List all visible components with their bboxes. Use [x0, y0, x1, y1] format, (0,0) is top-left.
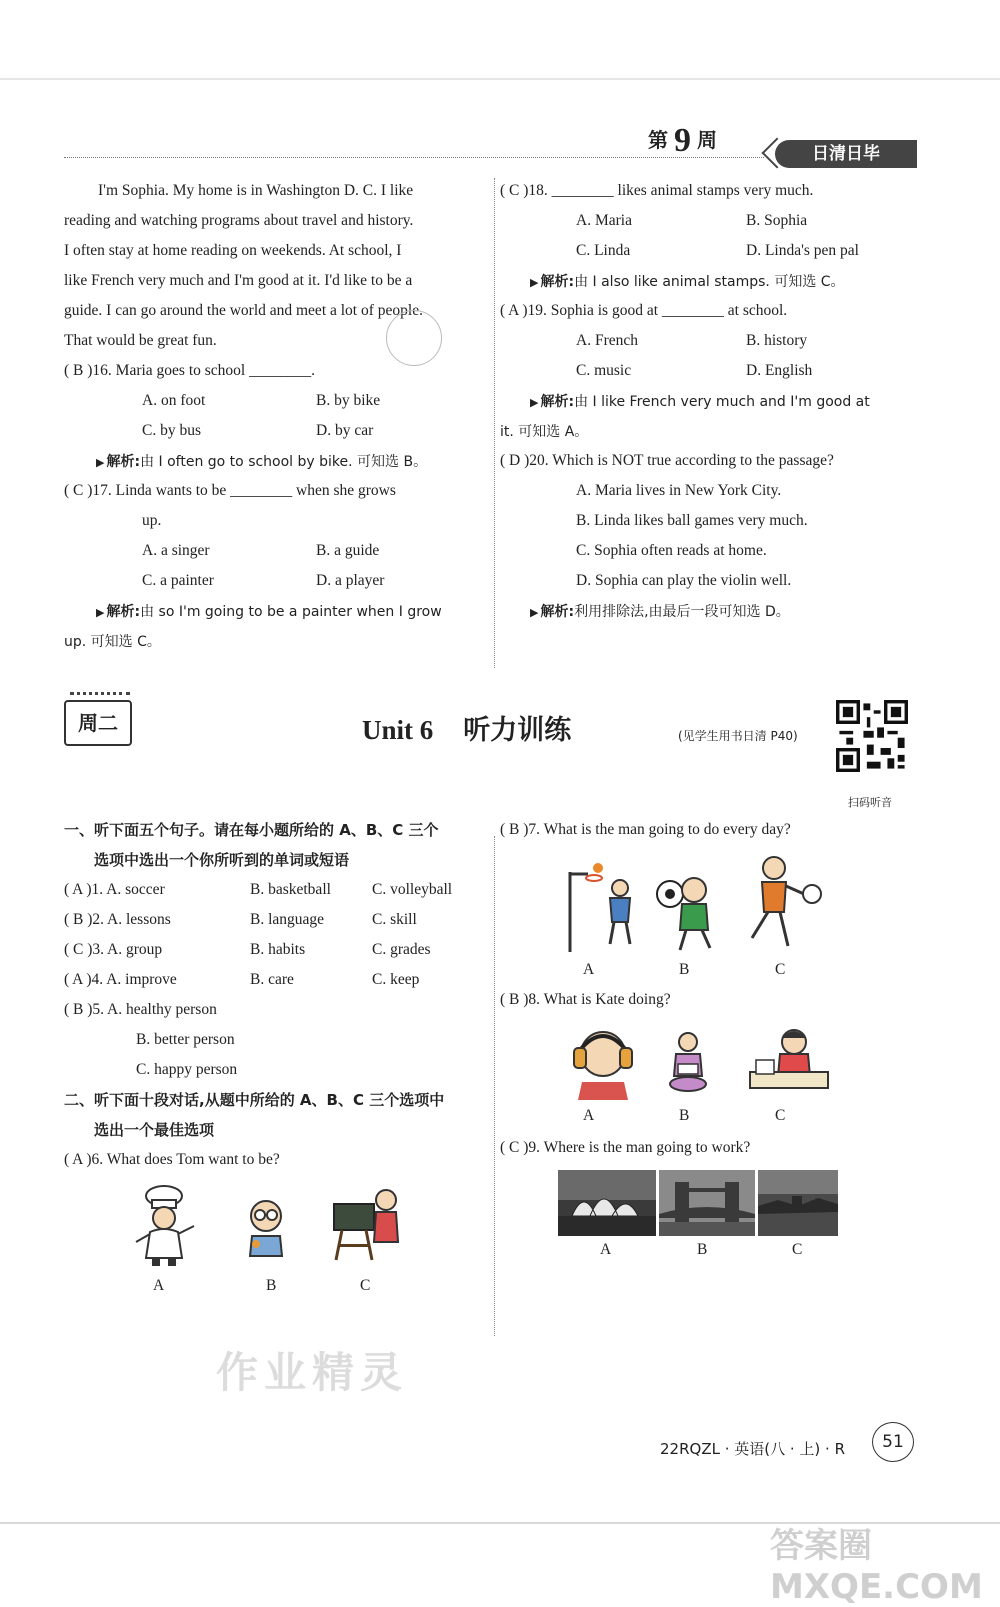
chef-picture-icon	[130, 1182, 202, 1268]
q20-option-b: B. Linda likes ball games very much.	[576, 512, 808, 529]
footer-code: 22RQZL · 英语(八 · 上) · R	[660, 1440, 845, 1458]
part2-heading-cont: 选出一个最佳选项	[94, 1121, 215, 1139]
q17-option-d: D. a player	[316, 572, 385, 589]
volleyball-picture-icon	[738, 854, 824, 954]
q17-analysis	[96, 602, 442, 623]
q19-analysis-cont: it. 可知选 A。	[500, 424, 589, 440]
week-suffix: 周	[697, 128, 717, 152]
analysis-label: 解析:	[540, 604, 575, 620]
q8-label-c: C	[775, 1107, 786, 1124]
unit-topic: 听力训练	[463, 715, 572, 746]
reading-girl-picture-icon	[666, 1030, 710, 1094]
see-reference: (见学生用书日清 P40)	[678, 729, 798, 743]
q16-analysis	[96, 452, 427, 473]
q7-stem: ( B )7. What is the man going to do every day?	[500, 821, 791, 838]
q4-option-b: B. care	[250, 971, 294, 988]
scientist-picture-icon	[238, 1196, 294, 1262]
q17-stem-cont: up.	[142, 512, 162, 529]
q1-option-b: B. basketball	[250, 881, 331, 898]
corner-watermark: 答案圈 MXQE.COM	[770, 1526, 983, 1607]
q16-option-a: A. on foot	[142, 392, 206, 409]
q18-option-d: D. Linda's pen pal	[746, 242, 859, 259]
q3-option-c: C. grades	[372, 941, 431, 958]
basketball-picture-icon	[566, 862, 642, 954]
q7-label-b: B	[679, 961, 690, 978]
q7-label-a: A	[583, 961, 595, 978]
q8-stem: ( B )8. What is Kate doing?	[500, 991, 671, 1008]
q1-option-c: C. volleyball	[372, 881, 453, 898]
passage-line-5: guide. I can go around the world and meet a lot of people.	[64, 302, 423, 319]
passage-line-3: I often stay at home reading on weekends. At school, I	[64, 242, 402, 259]
q8-label-a: A	[583, 1107, 595, 1124]
q6-label-a: A	[153, 1277, 165, 1294]
q17-stem: ( C )17. Linda wants to be ________ when she grows	[64, 482, 396, 499]
analysis-text: 利用排除法,由最后一段可知选 D。	[574, 604, 790, 620]
q6-label-c: C	[360, 1277, 371, 1294]
week-prefix: 第	[648, 128, 668, 152]
analysis-label: 解析:	[540, 274, 575, 290]
analysis-text: 由 I often go to school by bike. 可知选 B。	[140, 454, 428, 470]
q9-label-c: C	[792, 1241, 803, 1258]
q18-option-c: C. Linda	[576, 242, 631, 259]
arrow-icon: ▶	[530, 276, 539, 289]
q20-option-c: C. Sophia often reads at home.	[576, 542, 767, 559]
q18-option-a: A. Maria	[576, 212, 632, 229]
week-number: 9	[674, 122, 691, 159]
q8-label-b: B	[679, 1107, 690, 1124]
analysis-label: 解析:	[106, 604, 141, 620]
header-dotted-rule	[64, 157, 764, 158]
q19-option-b: B. history	[746, 332, 808, 349]
q17-option-b: B. a guide	[316, 542, 380, 559]
passage-line-4: like French very much and I'm good at it. I'd like to be a	[64, 272, 413, 289]
passage-line-1: I'm Sophia. My home is in Washington D. C. I like	[98, 182, 414, 199]
q19-option-c: C. music	[576, 362, 632, 379]
q9-label-a: A	[600, 1241, 612, 1258]
q4-option-a: ( A )4. A. improve	[64, 971, 177, 988]
q19-analysis	[530, 392, 870, 413]
arrow-icon: ▶	[96, 606, 105, 619]
q16-option-c: C. by bus	[142, 422, 201, 439]
q18-option-b: B. Sophia	[746, 212, 808, 229]
watermark: 作业精灵	[216, 1348, 409, 1397]
q7-label-c: C	[775, 961, 786, 978]
q9-stem: ( C )9. Where is the man going to work?	[500, 1139, 751, 1156]
drawing-girl-picture-icon	[746, 1026, 832, 1096]
q2-option-b: B. language	[250, 911, 325, 928]
q5-option-b: B. better person	[136, 1031, 235, 1048]
scan-caption: 扫码听音	[848, 796, 892, 809]
q4-option-c: C. keep	[372, 971, 420, 988]
qr-code-icon[interactable]	[836, 700, 908, 772]
q19-option-d: D. English	[746, 362, 813, 379]
headphones-girl-picture-icon	[568, 1020, 638, 1100]
q17-option-a: A. a singer	[142, 542, 210, 559]
q19-option-a: A. French	[576, 332, 638, 349]
q6-stem: ( A )6. What does Tom want to be?	[64, 1151, 280, 1168]
q2-option-c: C. skill	[372, 911, 417, 928]
q16-stem: ( B )16. Maria goes to school ________.	[64, 362, 315, 379]
soccer-picture-icon	[654, 872, 720, 954]
day-label: 周二	[64, 700, 132, 746]
part2-heading: 二、听下面十段对话,从题中所给的 A、B、C 三个选项中	[64, 1091, 445, 1109]
q2-option-a: ( B )2. A. lessons	[64, 911, 171, 928]
arrow-icon: ▶	[96, 456, 105, 469]
q16-option-b: B. by bike	[316, 392, 381, 409]
analysis-text: 由 I also like animal stamps. 可知选 C。	[574, 274, 845, 290]
q3-option-b: B. habits	[250, 941, 306, 958]
q20-analysis	[530, 602, 790, 623]
stamp-icon	[386, 310, 442, 366]
column-divider-top	[494, 178, 495, 668]
q1-option-a: ( A )1. A. soccer	[64, 881, 165, 898]
q5-option-a: ( B )5. A. healthy person	[64, 1001, 217, 1018]
q19-stem: ( A )19. Sophia is good at ________ at school.	[500, 302, 788, 319]
arrow-icon: ▶	[530, 396, 539, 409]
part1-heading: 一、听下面五个句子。请在每小题所给的 A、B、C 三个	[64, 821, 439, 839]
column-divider-bottom	[494, 836, 495, 1336]
passage-line-2: reading and watching programs about travel and history.	[64, 212, 414, 229]
q9-label-b: B	[697, 1241, 708, 1258]
analysis-label: 解析:	[106, 454, 141, 470]
tower-bridge-picture-icon	[659, 1170, 755, 1236]
teacher-picture-icon	[330, 1186, 404, 1264]
q16-option-d: D. by car	[316, 422, 374, 439]
analysis-text: 由 I like French very much and I'm good at	[574, 394, 870, 410]
q17-analysis-cont: up. 可知选 C。	[64, 634, 161, 650]
sydney-opera-house-picture-icon	[558, 1170, 656, 1236]
week-label	[648, 118, 717, 159]
q18-stem: ( C )18. ________ likes animal stamps very much.	[500, 182, 814, 199]
arrow-icon: ▶	[530, 606, 539, 619]
q6-label-b: B	[266, 1277, 277, 1294]
q18-analysis	[530, 272, 845, 293]
q20-stem: ( D )20. Which is NOT true according to the passage?	[500, 452, 834, 469]
q3-option-a: ( C )3. A. group	[64, 941, 163, 958]
analysis-label: 解析:	[540, 394, 575, 410]
page-number: 51	[872, 1422, 914, 1462]
great-wall-picture-icon	[758, 1170, 838, 1236]
daily-tab: 日清日毕	[775, 140, 917, 168]
unit-title	[362, 708, 571, 747]
analysis-text: 由 so I'm going to be a painter when I grow	[140, 604, 442, 620]
part1-heading-cont: 选项中选出一个你所听到的单词或短语	[94, 851, 350, 869]
top-rule	[0, 78, 1000, 80]
q17-option-c: C. a painter	[142, 572, 214, 589]
passage-line-6: That would be great fun.	[64, 332, 217, 349]
q20-option-d: D. Sophia can play the violin well.	[576, 572, 792, 589]
q5-option-c: C. happy person	[136, 1061, 238, 1078]
q20-option-a: A. Maria lives in New York City.	[576, 482, 782, 499]
unit-number: Unit 6	[362, 715, 434, 745]
